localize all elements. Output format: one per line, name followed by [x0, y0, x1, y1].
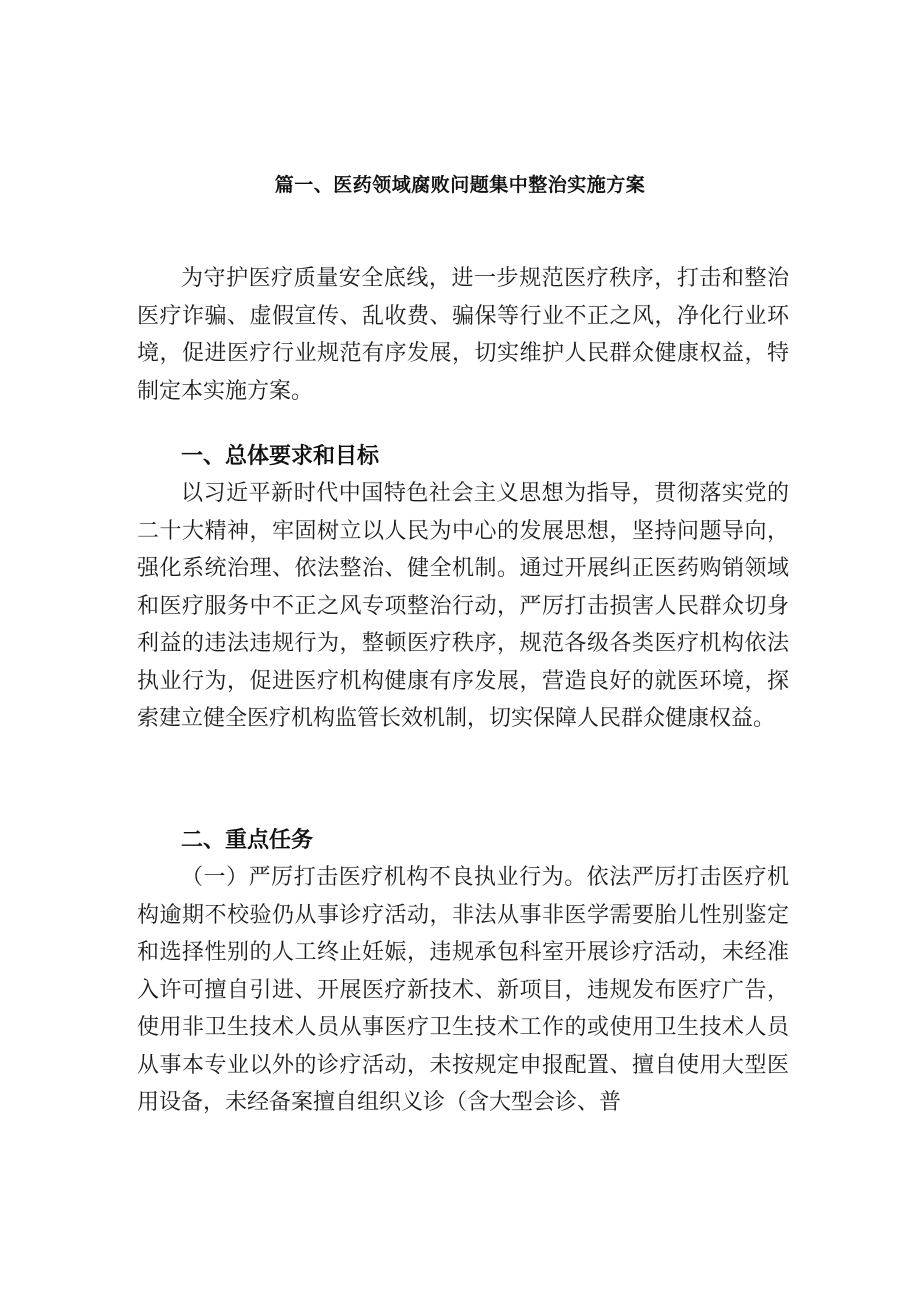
document-body — [137, 260, 789, 1196]
section-1-paragraph: 以习近平新时代中国特色社会主义思想为指导，贯彻落实党的二十大精神，牢固树立以人民为中心的发展思想，坚持问题导向，强化系统治理、依法整治、健全机制。通过开展纠正医药购销领域和医疗服务中不正之风专项整治行动，严厉打击损害人民群众切身利益的违法违规行为，整顿医疗秩序，规范各级各类医疗机构依法执业行为，促进医疗机构健康有序发展，营造良好的就医环境，探索建立健全医疗机构监管长效机制，切实保障人民群众健康权益。 — [137, 481, 789, 731]
section-1-heading: 一、总体要求和目标 — [181, 444, 380, 469]
document-title: 篇一、医药领域腐败问题集中整治实施方案 — [274, 174, 646, 196]
spacer — [137, 812, 789, 822]
intro-paragraph: 为守护医疗质量安全底线，进一步规范医疗秩序，打击和整治医疗诈骗、虚假宣传、乱收费、骗保等行业不正之风，净化行业环境，促进医疗行业规范有序发展，切实维护人民群众健康权益，特制定本实施方案。 — [137, 266, 789, 404]
section-2-heading: 二、重点任务 — [181, 828, 314, 853]
section-2-item-1-paragraph: （一）严厉打击医疗机构不良执业行为。依法严厉打击医疗机构逾期不校验仍从事诊疗活动，非法从事非医学需要胎儿性别鉴定和选择性别的人工终止妊娠，违规承包科室开展诊疗活动，未经准入许可擅自引进、开展医疗新技术、新项目，违规发布医疗广告，使用非卫生技术人员从事医疗卫生技术工作的或使用卫生技术人员从事本专业以外的诊疗活动，未按规定申报配置、擅自使用大型医用设备，未经备案擅自组织义诊（含大型会诊、普 — [137, 865, 789, 1115]
